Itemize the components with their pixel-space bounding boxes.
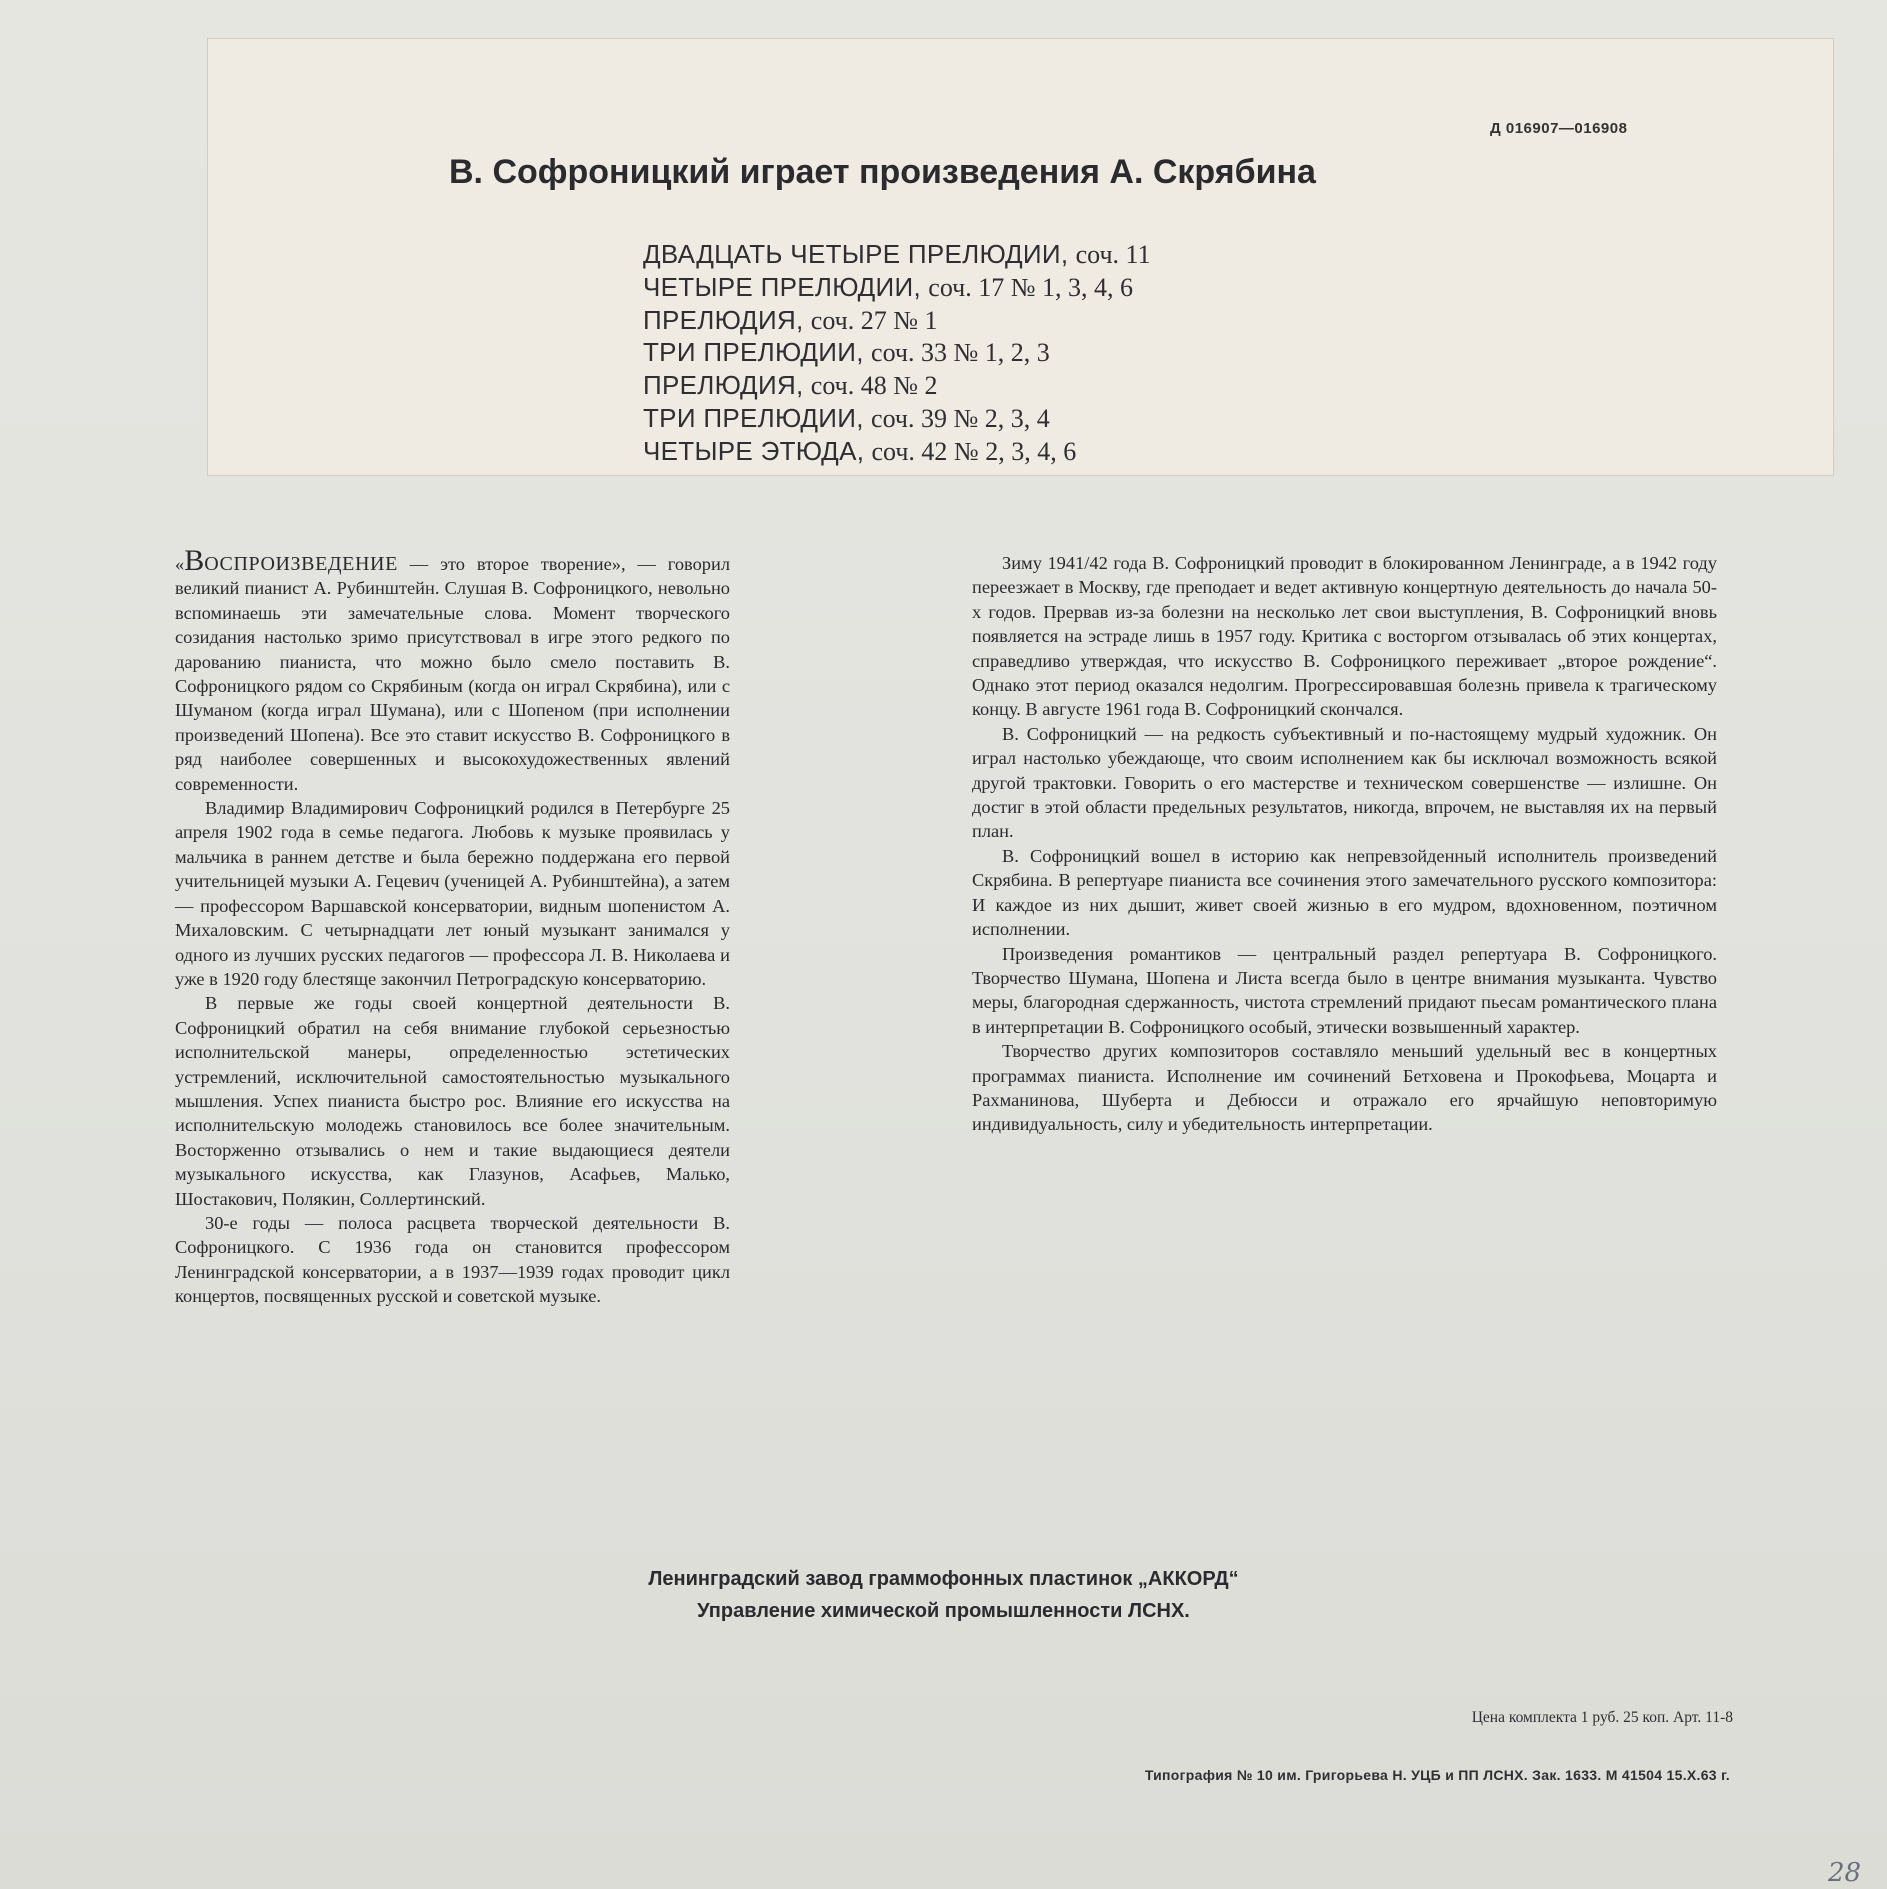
work-opus: соч. 11	[1075, 240, 1151, 269]
work-item	[643, 402, 1643, 434]
work-name: ТРИ ПРЕЛЮДИИ,	[643, 337, 864, 368]
paragraph-text: — это второе творение», — говорил великий пианист А. Рубинштейн. Слушая В. Софроницкого, невольно вспоминаешь эти замечательные слова. Момент творческого созидания настолько зримо присутствовал в игре этого редкого по дарованию пианиста, что можно было смело поставить В. Софроницкого рядом со Скрябиным (когда он играл Скрябина), или с Шуманом (когда играл Шумана), или с Шопеном (при исполнении произведений Шопена). Все это ставит искусство В. Софроницкого в ряд наиболее совершенных и высокохудожественных явлений современности.	[175, 554, 730, 794]
album-title: В. Софроницкий играет произведения А. Скрябина	[449, 153, 1316, 191]
work-name: ЧЕТЫРЕ ПРЕЛЮДИИ,	[643, 271, 922, 302]
work-item	[643, 238, 1643, 270]
article-paragraph: В. Софроницкий вошел в историю как непревзойденный исполнитель произведений Скрябина. В репертуаре пианиста все сочинения этого замечательного русского композитора: И каждое из них дышит, живет своей жизнью в его мудром, вдохновенном, поэтичном исполнении.	[972, 845, 1717, 940]
work-item	[643, 304, 1643, 336]
price-line: Цена комплекта 1 руб. 25 коп. Арт. 11-8	[1471, 1709, 1733, 1726]
catalog-number: Д 016907—016908	[1490, 120, 1628, 137]
work-name: ПРЕЛЮДИЯ,	[643, 304, 804, 335]
work-opus: соч. 42 № 2, 3, 4, 6	[871, 436, 1077, 466]
publisher-line: Ленинградский завод граммофонных пластинок „АККОРД“	[648, 1568, 1239, 1590]
work-item	[643, 271, 1643, 303]
works-list	[643, 238, 1643, 468]
lead-word: ОСПРОИЗВЕДЕНИЕ	[204, 553, 398, 575]
publisher-block	[0, 1563, 1887, 1627]
handwritten-note: 28	[1828, 1858, 1862, 1888]
printing-imprint: Типография № 10 им. Григорьева Н. УЦБ и ПП ЛСНХ. Зак. 1633. М 41504 15.X.63 г.	[1144, 1767, 1730, 1783]
work-opus: соч. 27 № 1	[810, 305, 938, 335]
work-item	[643, 336, 1643, 368]
work-item	[643, 369, 1643, 401]
work-opus: соч. 39 № 2, 3, 4	[871, 403, 1050, 433]
work-opus: соч. 17 № 1, 3, 4, 6	[928, 272, 1134, 302]
work-opus: соч. 33 № 1, 2, 3	[871, 338, 1050, 368]
work-name: ПРЕЛЮДИЯ,	[643, 370, 804, 401]
work-name: ДВАДЦАТЬ ЧЕТЫРЕ ПРЕЛЮДИИ,	[643, 239, 1069, 269]
publisher-line: Управление химической промышленности ЛСНХ.	[697, 1600, 1190, 1622]
article-paragraph: Творчество других композиторов составляло меньший удельный вес в концертных программах пианиста. Исполнение им сочинений Бетховена и Прокофьева, Моцарта и Рахманинова, Шуберта и Дебюсси и отражало его ярчайшую неповторимую индивидуальность, силу и убедительность интерпретации.	[972, 1041, 1717, 1135]
article-paragraph: Зиму 1941/42 года В. Софроницкий проводит в блокированном Ленинграде, а в 1942 году переезжает в Москву, где преподает и ведет активную концертную деятельность до начала 50-х годов. Прервав из-за болезни на несколько лет свои выступления, В. Софроницкий вновь появляется на эстраде лишь в 1957 году. Критика с восторгом отзывалась об этих концертах, справедливо утверждая, что искусство В. Софроницкого переживает „второе рождение“. Однако этот период оказался недолгим. Прогрессировавшая болезнь привела к трагическому концу. В августе 1961 года В. Софроницкий скончался.	[972, 553, 1717, 720]
drop-cap: В	[184, 544, 205, 577]
work-item	[643, 435, 1643, 467]
article-paragraph: В. Софроницкий — на редкость субъективный и по-настоящему мудрый художник. Он играл настолько убеждающе, что своим исполнением как бы исключал возможность всякой другой трактовки. Говорить о его мастерстве и техническом совершенстве — излишне. Он достиг в этой области предельных результатов, никогда, впрочем, не выставляя их на первый план.	[972, 723, 1717, 842]
article-paragraph: Произведения романтиков — центральный раздел репертуара В. Софроницкого. Творчество Шумана, Шопена и Листа всегда было в центре внимания музыканта. Чувство меры, благородная сдержанность, чистота стремлений придают пьесам романтического плана в интерпретации В. Софроницкого особый, этически возвышенный характер.	[972, 943, 1717, 1037]
article-paragraph: Владимир Владимирович Софроницкий родился в Петербурге 25 апреля 1902 года в семье педагога. Любовь к музыке проявилась у мальчика в раннем детстве и была бережно поддержана его первой учительницей музыки А. Гецевич (ученицей А. Рубинштейна), а затем — профессором Варшавской консерватории, видным шопенистом А. Михаловским. С четырнадцати лет юный музыкант занимался у одного из лучших русских педагогов — профессора Л. В. Николаева и уже в 1920 году блестяще закончил Петроградскую консерваторию.	[175, 798, 730, 989]
work-opus: соч. 48 № 2	[810, 371, 938, 401]
article-paragraph	[175, 544, 730, 796]
opening-quote-mark: «	[175, 554, 185, 574]
article-column-right	[972, 551, 1717, 1137]
work-name: ТРИ ПРЕЛЮДИИ,	[643, 402, 864, 433]
article-column-left	[175, 544, 730, 1309]
work-name: ЧЕТЫРЕ ЭТЮДА,	[643, 435, 865, 466]
article-paragraph: 30-е годы — полоса расцвета творческой деятельности В. Софроницкого. С 1936 года он становится профессором Ленинградской консерватории, а в 1937—1939 годах проводит цикл концертов, посвященных русской и советской музыке.	[175, 1212, 730, 1307]
article-paragraph: В первые же годы своей концертной деятельности В. Софроницкий обратил на себя внимание глубокой серьезностью исполнительской манеры, определенностью эстетических устремлений, исключительной самостоятельностью музыкального мышления. Успех пианиста быстро рос. Влияние его искусства на исполнительскую молодежь становилось все более значительным. Восторженно отзывались о нем и такие выдающиеся деятели музыкального искусства, как Глазунов, Асафьев, Малько, Шостакович, Полякин, Соллертинский.	[175, 993, 730, 1209]
